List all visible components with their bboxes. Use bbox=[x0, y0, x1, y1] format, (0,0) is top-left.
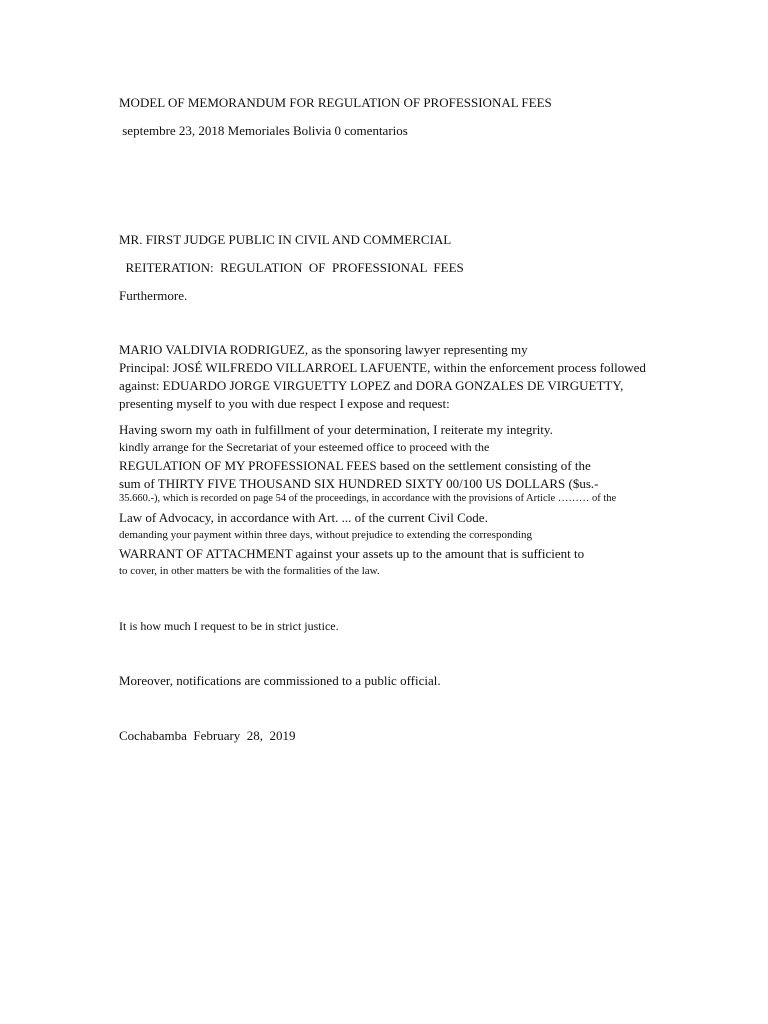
body-line: demanding your payment within three days, without prejudice to extending the corresponding bbox=[119, 529, 533, 541]
body-line: Having sworn my oath in fulfillment of your determination, I reiterate my integrity. bbox=[119, 422, 553, 437]
salutation-line: Furthermore. bbox=[119, 288, 188, 303]
body-line: Law of Advocacy, in accordance with Art. ... of the current Civil Code. bbox=[119, 510, 488, 525]
document-title: MODEL OF MEMORANDUM FOR REGULATION OF PROFESSIONAL FEES bbox=[119, 95, 552, 110]
body-line: kindly arrange for the Secretariat of your esteemed office to proceed with the bbox=[119, 440, 490, 454]
body-line: 35.660.-), which is recorded on page 54 of the proceedings, in accordance with the provisions of Article ……… of the bbox=[119, 493, 617, 504]
closing-request: It is how much I request to be in strict justice. bbox=[119, 619, 339, 633]
intro-line: against: EDUARDO JORGE VIRGUETTY LOPEZ and DORA GONZALES DE VIRGUETTY, bbox=[119, 378, 624, 393]
body-line: sum of THIRTY FIVE THOUSAND SIX HUNDRED SIXTY 00/100 US DOLLARS ($us.- bbox=[119, 476, 599, 491]
intro-line: Principal: JOSÉ WILFREDO VILLARROEL LAFUENTE, within the enforcement process followed bbox=[119, 360, 646, 375]
body-line: REGULATION OF MY PROFESSIONAL FEES based on the settlement consisting of the bbox=[119, 458, 591, 473]
place-date: Cochabamba February 28, 2019 bbox=[119, 728, 296, 743]
reference-line: REITERATION: REGULATION OF PROFESSIONAL FEES bbox=[119, 260, 464, 275]
body-line: WARRANT OF ATTACHMENT against your assets up to the amount that is sufficient to bbox=[119, 546, 585, 561]
post-meta: septembre 23, 2018 Memoriales Bolivia 0 comentarios bbox=[119, 123, 408, 138]
body-line: to cover, in other matters be with the formalities of the law. bbox=[119, 565, 380, 577]
addressee-line: MR. FIRST JUDGE PUBLIC IN CIVIL AND COMMERCIAL bbox=[119, 232, 452, 247]
intro-line: MARIO VALDIVIA RODRIGUEZ, as the sponsoring lawyer representing my bbox=[119, 342, 528, 357]
notifications-line: Moreover, notifications are commissioned to a public official. bbox=[119, 673, 441, 688]
intro-line: presenting myself to you with due respect I expose and request: bbox=[119, 396, 450, 411]
